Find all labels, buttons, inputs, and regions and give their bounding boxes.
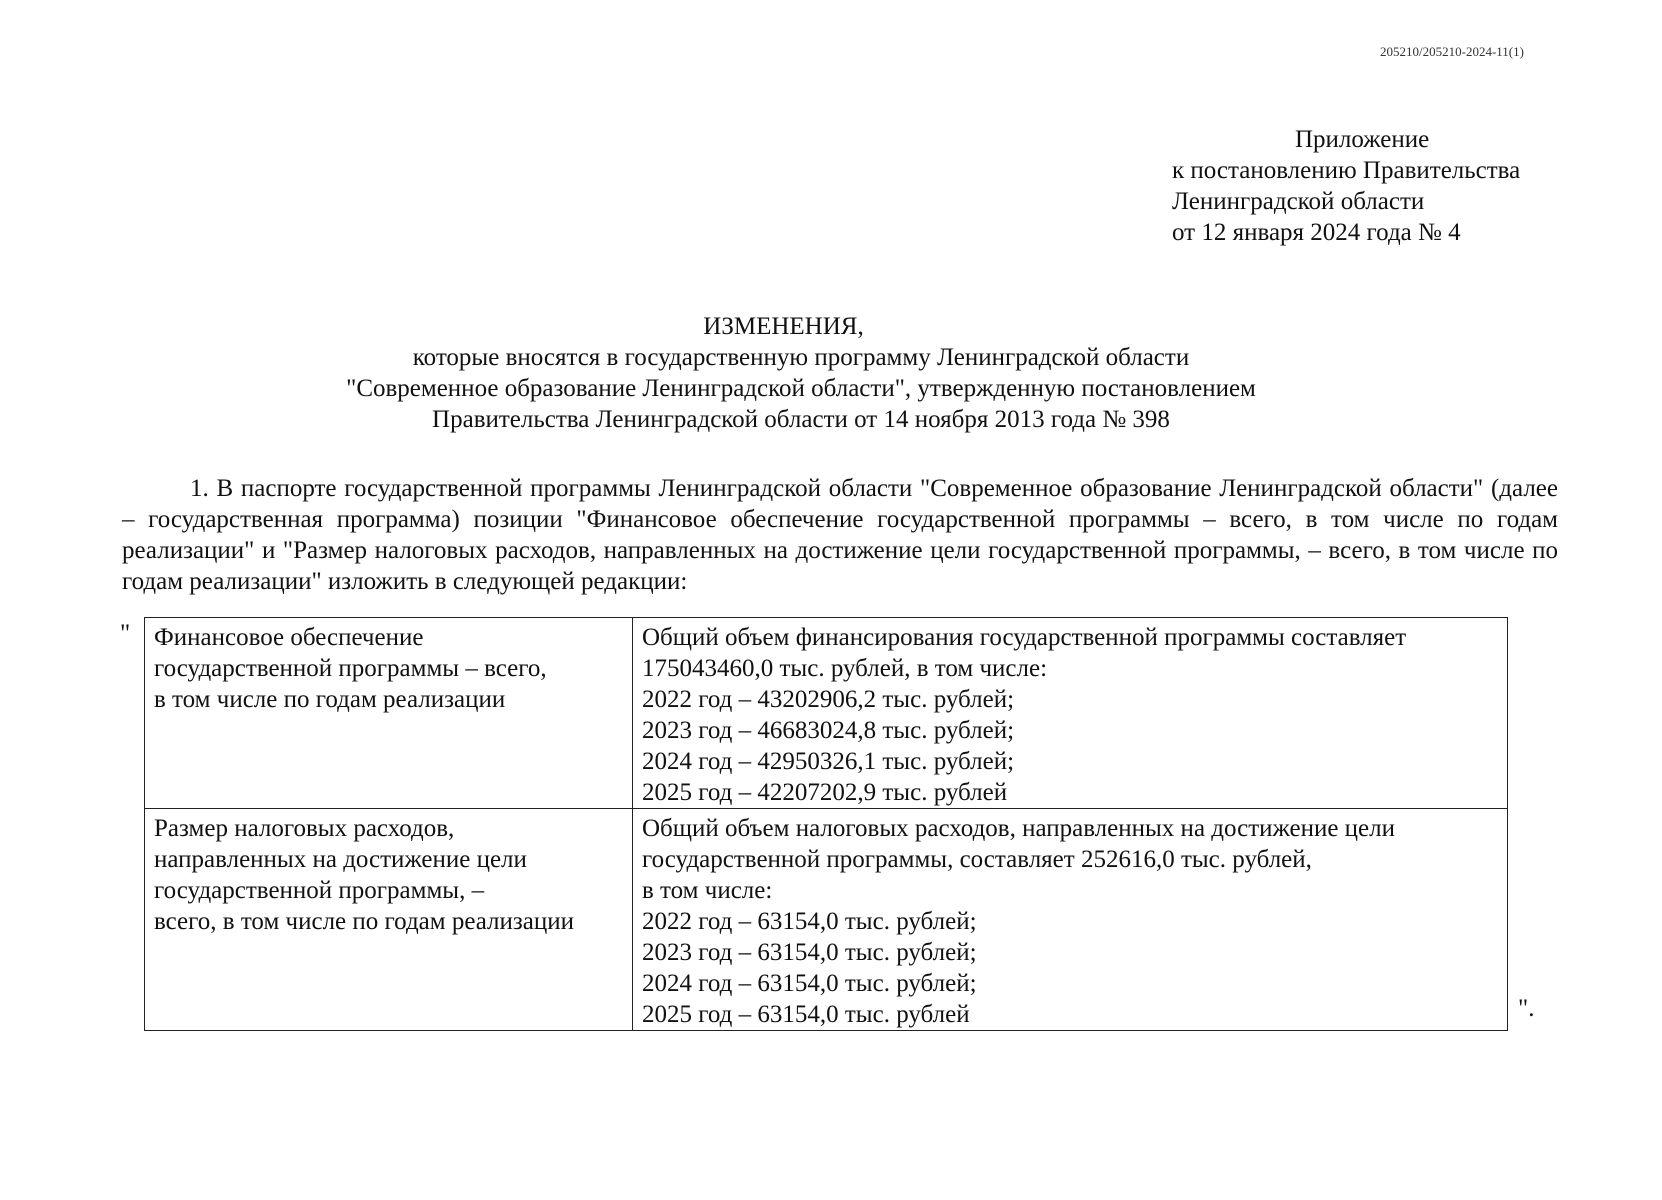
label-line: всего, в том числе по годам реализации (154, 908, 575, 935)
label-line: государственной программы, – (154, 877, 485, 904)
value-line: 2023 год – 46683024,8 тыс. рублей; (642, 717, 1015, 744)
heading-main: ИЗМЕНЕНИЯ, (703, 313, 864, 340)
value-line: в том числе: (642, 877, 773, 904)
label-line: в том числе по годам реализации (154, 686, 506, 713)
appendix-line-2: Ленинградской области (1172, 188, 1425, 215)
label-line: направленных на достижение цели (154, 846, 527, 873)
label-line: Размер налоговых расходов, (154, 815, 455, 842)
appendix-line-3: от 12 января 2024 года № 4 (1172, 219, 1461, 246)
value-line: Общий объем налоговых расходов, направленных на достижение цели (642, 815, 1396, 842)
row-label-financing (145, 618, 633, 809)
label-line: государственной программы – всего, (154, 655, 547, 682)
paragraph-text: 1. В паспорте государственной программы Ленинградской области "Современное образование Ленинградской области" (далее – государственная программа) позиции "Финансовое обеспечение государственной программы – всего, в том числе по годам реализации" и "Размер налоговых расходов, направленных на достижение цели государственной программы, – всего, в том числе по годам реализации" изложить в следующей редакции: (122, 475, 1558, 595)
value-line: 2023 год – 63154,0 тыс. рублей; (642, 939, 977, 966)
document-heading (0, 311, 1662, 435)
table-row (145, 809, 1508, 1031)
appendix-header (1172, 124, 1520, 248)
body-paragraph (122, 473, 1558, 597)
value-line: 2022 год – 43202906,2 тыс. рублей; (642, 686, 1015, 713)
row-value-tax-expenses (633, 809, 1508, 1031)
value-line: 2025 год – 63154,0 тыс. рублей (642, 1001, 970, 1028)
heading-line-1: которые вносятся в государственную программу Ленинградской области (412, 344, 1190, 371)
document-id: 205210/205210-2024-11(1) (1380, 44, 1524, 59)
label-line: Финансовое обеспечение (154, 624, 424, 651)
opening-quote: " (120, 620, 131, 647)
closing-quote: ". (1518, 995, 1535, 1022)
value-line: 2024 год – 63154,0 тыс. рублей; (642, 970, 977, 997)
passport-table (144, 617, 1508, 1031)
row-value-financing (633, 618, 1508, 809)
heading-line-3: Правительства Ленинградской области от 14 ноября 2013 года № 398 (432, 406, 1170, 433)
value-line: 175043460,0 тыс. рублей, в том числе: (642, 655, 1048, 682)
value-line: государственной программы, составляет 252616,0 тыс. рублей, (642, 846, 1312, 873)
table-row (145, 618, 1508, 809)
row-label-tax-expenses (145, 809, 633, 1031)
value-line: Общий объем финансирования государственной программы составляет (642, 624, 1407, 651)
value-line: 2025 год – 42207202,9 тыс. рублей (642, 779, 1008, 806)
appendix-line-1: к постановлению Правительства (1172, 157, 1521, 184)
appendix-title: Приложение (1295, 126, 1430, 153)
heading-line-2: "Современное образование Ленинградской области", утвержденную постановлением (346, 375, 1256, 402)
value-line: 2022 год – 63154,0 тыс. рублей; (642, 908, 977, 935)
value-line: 2024 год – 42950326,1 тыс. рублей; (642, 748, 1015, 775)
